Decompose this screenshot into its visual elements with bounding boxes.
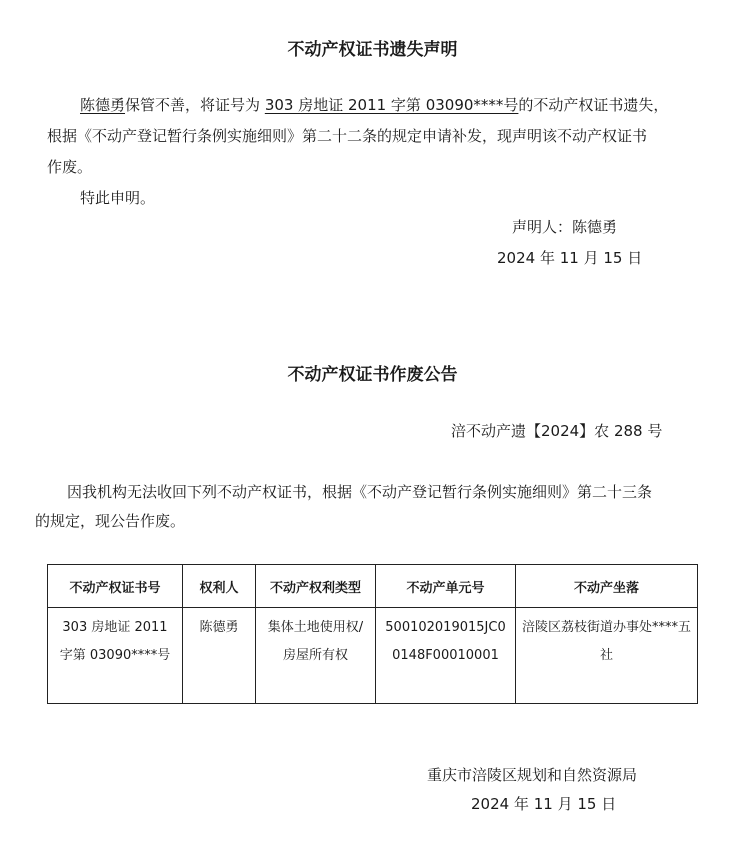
announcement-date: 2024 年 11 月 15 日 xyxy=(471,795,617,813)
cell-right-type: 集体土地使用权/房屋所有权 xyxy=(256,608,376,704)
cell-unit-no: 500102019015JC00148F00010001 xyxy=(376,608,516,704)
cell-location: 涪陵区荔枝街道办事处****五社 xyxy=(516,608,698,704)
header-holder: 权利人 xyxy=(183,565,256,608)
announcement-doc-number: 涪不动产遗【2024】农 288 号 xyxy=(451,422,663,440)
announcement-body-line-1: 因我机构无法收回下列不动产权证书，根据《不动产登记暂行条例实施细则》第二十三条 xyxy=(67,483,653,501)
table-header-row xyxy=(48,565,698,608)
declaration-special-note: 特此申明。 xyxy=(80,189,156,207)
header-right-type: 不动产权利类型 xyxy=(256,565,376,608)
table-row xyxy=(48,608,698,704)
announcement-title: 不动产权证书作废公告 xyxy=(287,365,458,385)
declaration-date: 2024 年 11 月 15 日 xyxy=(497,249,643,267)
declaration-line-2: 根据《不动产登记暂行条例实施细则》第二十二条的规定申请补发，现声明该不动产权证书 xyxy=(47,127,648,145)
declaration-signer: 声明人：陈德勇 xyxy=(512,218,618,236)
void-certificate-table xyxy=(47,564,698,704)
declaration-line-3: 作废。 xyxy=(47,158,93,176)
header-cert-no: 不动产权证书号 xyxy=(48,565,183,608)
certificate-number: 303 房地证 2011 字第 03090****号 xyxy=(264,96,519,114)
declaration-line-1 xyxy=(80,90,668,121)
declaration-text-1: 保管不善，将证号为 xyxy=(125,96,261,114)
header-unit-no: 不动产单元号 xyxy=(376,565,516,608)
declarant-name: 陈德勇 xyxy=(80,96,126,114)
announcement-body-line-2: 的规定，现公告作废。 xyxy=(35,512,186,530)
cell-holder: 陈德勇 xyxy=(183,608,256,704)
cell-cert-no: 303 房地证 2011 字第 03090****号 xyxy=(48,608,183,704)
declaration-title: 不动产权证书遗失声明 xyxy=(287,40,458,60)
header-location: 不动产坐落 xyxy=(516,565,698,608)
announcement-issuer: 重庆市涪陵区规划和自然资源局 xyxy=(427,766,638,784)
declaration-text-2: 的不动产权证书遗失， xyxy=(518,96,669,114)
